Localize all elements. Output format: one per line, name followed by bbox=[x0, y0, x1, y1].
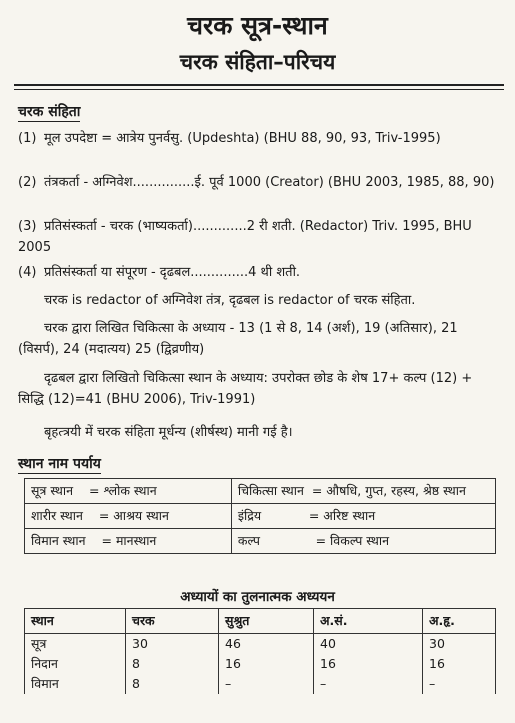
table-row bbox=[25, 634, 496, 655]
column-header: सुश्रुत bbox=[219, 609, 314, 634]
page-title: चरक सूत्र-स्थान bbox=[187, 11, 328, 40]
chapter-comparison-table bbox=[24, 608, 496, 694]
list-item: (2) तंत्रकर्ता - अग्निवेश...............ई. पूर्व 1000 (Creator) (BHU 2003, 1985, 88, 90) bbox=[18, 175, 495, 190]
column-header: स्थान bbox=[25, 609, 126, 634]
title-rule-thin bbox=[14, 89, 504, 90]
table-cell: – bbox=[314, 674, 423, 694]
table-cell: 16 bbox=[314, 654, 423, 674]
paragraph-charak-chapters: चरक द्वारा लिखित चिकित्सा के अध्याय - 13 (1 से 8, 14 (अर्श), 19 (अतिसार), 21 (विसर्प), 24 (मदात्यय) 25 (द्विव्रणीय) bbox=[18, 321, 458, 357]
paragraph-redactor: चरक is redactor of अग्निवेश तंत्र, दृढबल is redactor of चरक संहिता. bbox=[44, 293, 416, 308]
table-cell: सूत्र स्थान = श्लोक स्थान bbox=[25, 479, 232, 504]
table-cell: चिकित्सा स्थान = औषधि, गुप्त, रहस्य, श्रेष्ठ स्थान bbox=[231, 479, 495, 504]
table-cell: 30 bbox=[423, 634, 496, 655]
table-header-row bbox=[25, 609, 496, 634]
section-heading-sthana-synonyms: स्थान नाम पर्याय bbox=[18, 456, 101, 472]
table-cell: 16 bbox=[219, 654, 314, 674]
list-item: (3) प्रतिसंस्कर्ता - चरक (भाष्यकर्ता).............2 री शती. (Redactor) Triv. 1995, BHU 2005 bbox=[18, 219, 472, 255]
table-cell: शारीर स्थान = आश्रय स्थान bbox=[25, 504, 232, 529]
page-subtitle: चरक संहिता–परिचय bbox=[179, 50, 336, 74]
paragraph-brihattrayi: बृहत्त्रयी में चरक संहिता मूर्धन्य (शीर्षस्थ) मानी गई है। bbox=[44, 425, 293, 440]
table-cell: – bbox=[423, 674, 496, 694]
list-item: (1) मूल उपदेष्टा = आत्रेय पुनर्वसु. (Updeshta) (BHU 88, 90, 93, Triv-1995) bbox=[18, 131, 441, 146]
table-cell: विमान स्थान = मानस्थान bbox=[25, 529, 232, 554]
table-cell: – bbox=[219, 674, 314, 694]
table-cell: इंद्रिय = अरिष्ट स्थान bbox=[231, 504, 495, 529]
column-header: अ.सं. bbox=[314, 609, 423, 634]
column-header: अ.हृ. bbox=[423, 609, 496, 634]
table-cell: विमान bbox=[25, 674, 126, 694]
table-cell: निदान bbox=[25, 654, 126, 674]
column-header: चरक bbox=[126, 609, 219, 634]
table-cell: 30 bbox=[126, 634, 219, 655]
table-cell: 46 bbox=[219, 634, 314, 655]
sthana-synonyms-table bbox=[24, 478, 496, 554]
table-cell: 8 bbox=[126, 674, 219, 694]
table-row bbox=[25, 674, 496, 694]
title-rule-thick bbox=[14, 84, 504, 86]
table-cell: 8 bbox=[126, 654, 219, 674]
comparison-table-caption: अध्यायों का तुलनात्मक अध्ययन bbox=[180, 589, 335, 605]
table-row bbox=[25, 529, 496, 554]
table-cell: सूत्र bbox=[25, 634, 126, 655]
table-cell: 40 bbox=[314, 634, 423, 655]
table-row bbox=[25, 479, 496, 504]
paragraph-dridhabala-chapters: दृढबल द्वारा लिखितो चिकित्सा स्थान के अध्याय: उपरोक्त छोड के शेष 17+ कल्प (12) + सिद्धि (12)=41 (BHU 2006), Triv-1991) bbox=[18, 371, 473, 407]
table-row bbox=[25, 654, 496, 674]
section-heading-charak-samhita: चरक संहिता bbox=[18, 104, 81, 120]
table-cell: 16 bbox=[423, 654, 496, 674]
table-row bbox=[25, 504, 496, 529]
list-item: (4) प्रतिसंस्कर्ता या संपूरण - दृढबल..............4 थी शती. bbox=[18, 265, 301, 280]
table-cell: कल्प = विकल्प स्थान bbox=[231, 529, 495, 554]
